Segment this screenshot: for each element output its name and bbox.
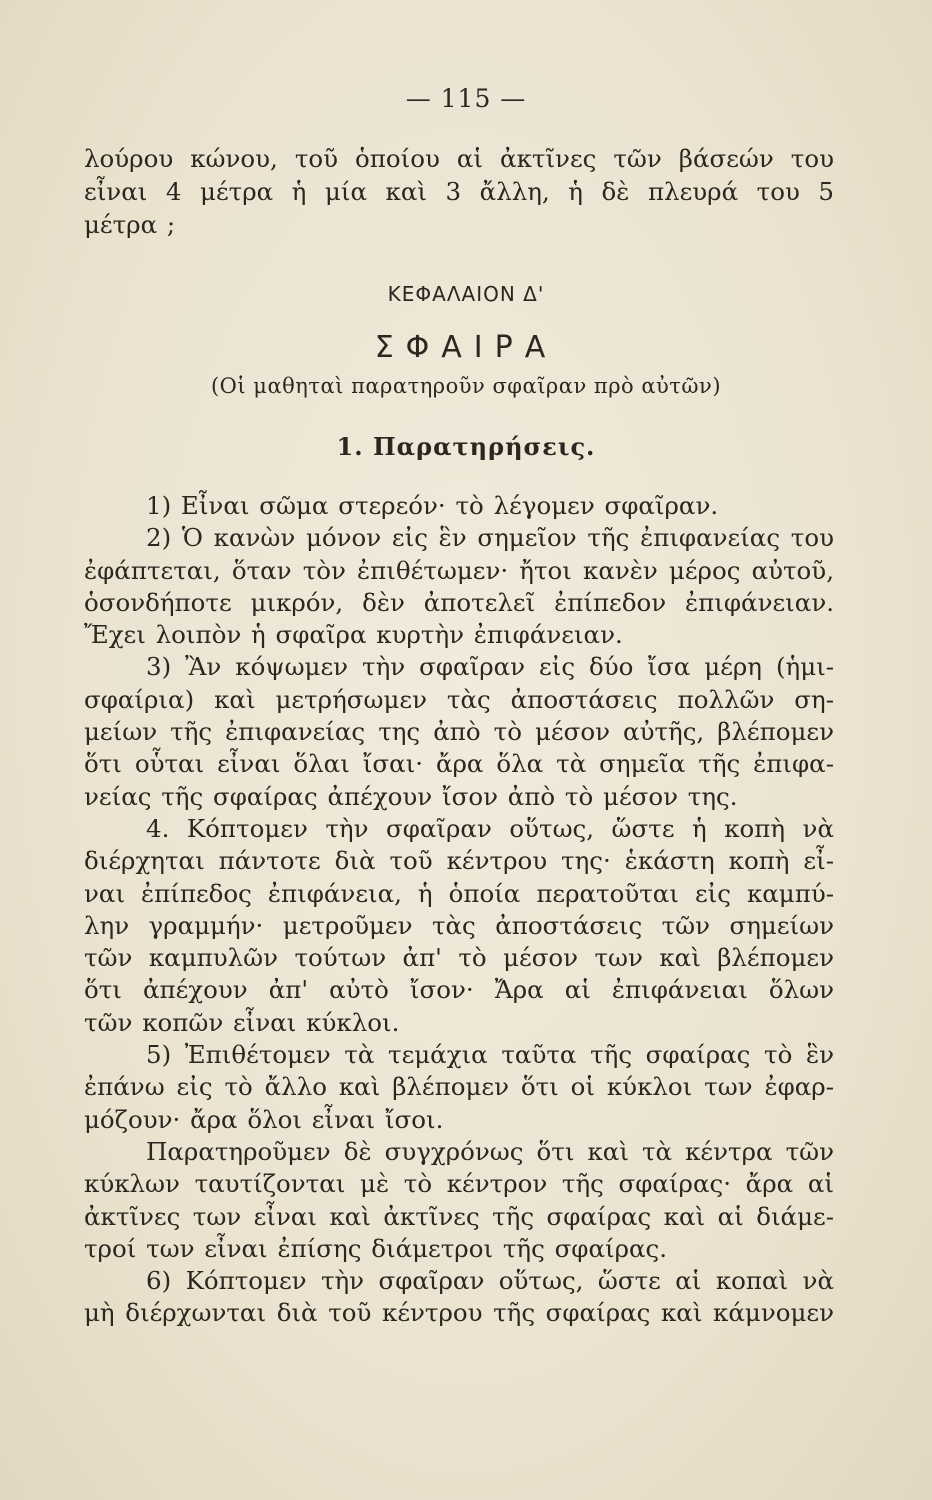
paragraph-line: σφαίρια) καὶ μετρήσωμεν τὰς ἀποστάσεις πολλῶν ση-: [84, 684, 834, 714]
paragraph-line: τροί των εἶναι ἐπίσης διάμετροι τῆς σφαίρας.: [84, 1233, 668, 1263]
paragraph-line: ἐφάπτεται, ὅταν τὸν ἐπιθέτωμεν· ἤτοι κανὲν μέρος αὐτοῦ,: [84, 555, 834, 585]
chapter-label: ΚΕΦΑΛΑΙΟΝ Δ': [387, 282, 545, 306]
paragraph-line: διέρχηται πάντοτε διὰ τοῦ κέντρου της· ἑκάστη κοπὴ εἶ-: [84, 846, 834, 876]
intro-line: εἶναι 4 μέτρα ἡ μία καὶ 3 ἄλλη, ἡ δὲ πλευρά του 5: [84, 176, 834, 206]
paragraph-line: ναι ἐπίπεδος ἐπιφάνεια, ἡ ὁποία περατοῦται εἰς καμπύ-: [84, 878, 834, 908]
paragraph-line: ἐπάνω εἰς τὸ ἄλλο καὶ βλέπομεν ὅτι οἱ κύκλοι των ἐφαρ-: [84, 1072, 834, 1102]
paragraph-line: λην γραμμήν· μετροῦμεν τὰς ἀποστάσεις τῶν σημείων: [84, 910, 834, 940]
paragraph-line: ὅτι ἀπέχουν ἀπ' αὐτὸ ἴσον· Ἄρα αἱ ἐπιφάνειαι ὅλων: [84, 975, 834, 1005]
paragraph-line: 5) Ἐπιθέτομεν τὰ τεμάχια ταῦτα τῆς σφαίρας τὸ ἓν: [146, 1040, 834, 1070]
section-heading: 1. Παρατηρήσεις.: [336, 432, 596, 461]
paragraph-line: ὅτι οὗται εἶναι ὅλαι ἴσαι· ἄρα ὅλα τὰ σημεῖα τῆς ἐπιφα-: [84, 749, 834, 779]
chapter-title: ΣΦΑΙΡΑ: [374, 330, 558, 365]
paragraph-line: 3) Ἂν κόψωμεν τὴν σφαῖραν εἰς δύο ἴσα μέρη (ἡμι-: [146, 652, 834, 682]
paragraph-line: 6) Κόπτομεν τὴν σφαῖραν οὕτως, ὥστε αἱ κοπαὶ νὰ: [146, 1266, 834, 1296]
paragraph-line: κύκλων ταυτίζονται μὲ τὸ κέντρον τῆς σφαίρας· ἄρα αἱ: [84, 1169, 834, 1199]
paragraph-line: ὁσονδήποτε μικρόν, δὲν ἀποτελεῖ ἐπίπεδον ἐπιφάνειαν.: [84, 587, 834, 617]
paragraph-line: τῶν καμπυλῶν τούτων ἀπ' τὸ μέσον των καὶ βλέπομεν: [84, 943, 834, 973]
paragraph-line: μὴ διέρχωνται διὰ τοῦ κέντρου τῆς σφαίρας καὶ κάμνομεν: [84, 1298, 834, 1328]
paragraph-line: ἀκτῖνες των εἶναι καὶ ἀκτῖνες τῆς σφαίρας καὶ αἱ διάμε-: [84, 1201, 834, 1231]
chapter-subtitle: (Οἱ μαθηταὶ παρατηροῦν σφαῖραν πρὸ αὐτῶν): [210, 374, 722, 398]
intro-line: μέτρα ;: [84, 209, 176, 239]
paragraph-line: 2) Ὁ κανὼν μόνον εἰς ἓν σημεῖον τῆς ἐπιφανείας του: [146, 523, 834, 553]
paragraph-line: μόζουν· ἄρα ὅλοι εἶναι ἴσοι.: [84, 1104, 444, 1134]
paragraph-line: 1) Εἶναι σῶμα στερεόν· τὸ λέγομεν σφαῖραν.: [146, 491, 719, 520]
paragraph-line: Ἔχει λοιπὸν ἡ σφαῖρα κυρτὴν ἐπιφάνειαν.: [84, 620, 623, 650]
paragraph-line: μείων τῆς ἐπιφανείας της ἀπὸ τὸ μέσον αὐτῆς, βλέπομεν: [84, 717, 834, 747]
paragraph-line: Παρατηροῦμεν δὲ συγχρόνως ὅτι καὶ τὰ κέντρα τῶν: [146, 1136, 834, 1166]
paragraph-line: νείας τῆς σφαίρας ἀπέχουν ἴσον ἀπὸ τὸ μέσον της.: [84, 781, 738, 811]
intro-text: [84, 143, 834, 241]
paragraphs: [84, 490, 834, 1330]
page-number: — 115 —: [405, 84, 527, 113]
intro-line: λούρου κώνου, τοῦ ὁποίου αἱ ἀκτῖνες τῶν βάσεών του: [84, 144, 834, 173]
paragraph-line: 4. Κόπτομεν τὴν σφαῖραν οὕτως, ὥστε ἡ κοπὴ νὰ: [146, 813, 834, 843]
paragraph-line: τῶν κοπῶν εἶναι κύκλοι.: [84, 1007, 400, 1037]
